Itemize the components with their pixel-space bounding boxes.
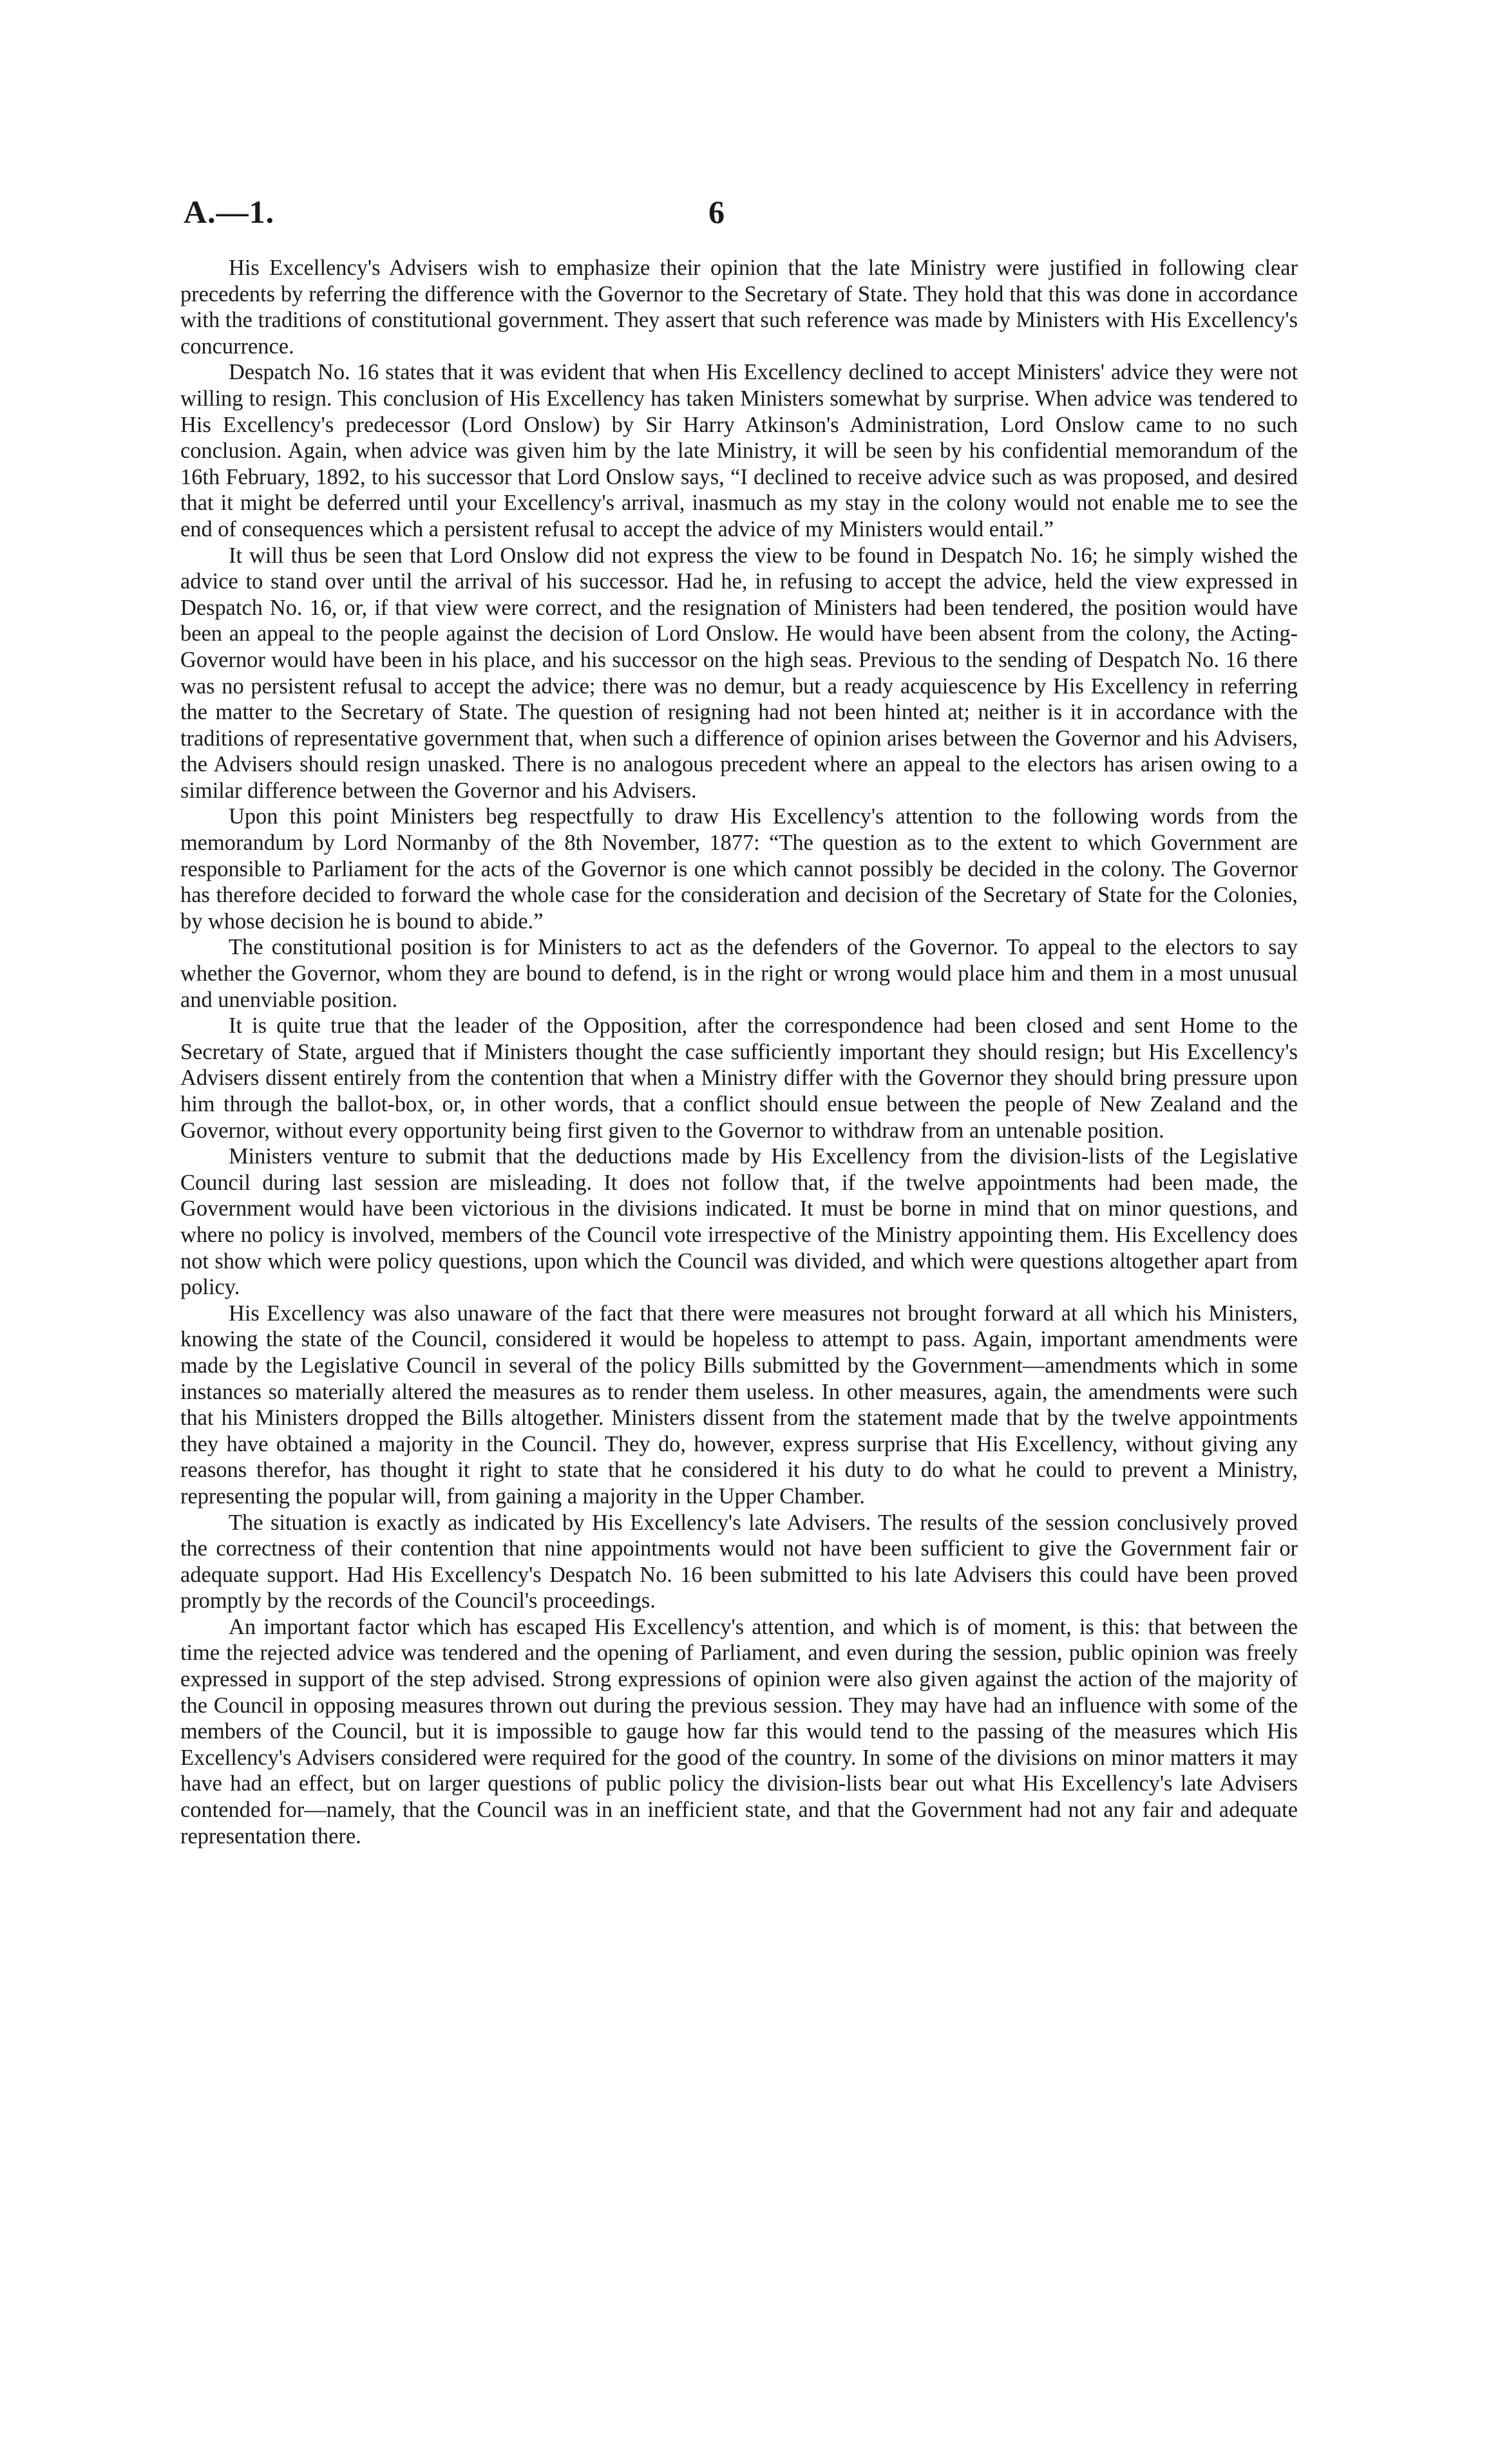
paragraph: The situation is exactly as indicated by His Excellency's late Advisers. The results of the session conclusively proved the correctness of their contention that nine appointments would not have been sufficient to give the Government fair or adequate support. Had His Excellency's Despatch No. 16 been submitted to his late Advisers this could have been proved promptly by the records of the Council's proceedings. bbox=[180, 1510, 1298, 1613]
page-number: 6 bbox=[708, 194, 725, 230]
paragraph: Despatch No. 16 states that it was evident that when His Excellency declined to accept Ministers' advice they were not willing to resign. This conclusion of His Excellency has taken Ministers somewhat by surprise. When advice was tendered to His Excellency's predecessor (Lord Onslow) by Sir Harry Atkinson's Administration, Lord Onslow came to no such conclusion. Again, when advice was given him by the late Ministry, it will be seen by his confidential memorandum of the 16th February, 1892, to his successor that Lord Onslow says, “I declined to receive advice such as was proposed, and desired that it might be deferred until your Excellency's arrival, inasmuch as my stay in the colony would not enable me to see the end of consequences which a persistent refusal to accept the advice of my Ministers would entail.” bbox=[180, 360, 1298, 541]
paragraph: His Excellency was also unaware of the fact that there were measures not brought forward at all which his Ministers, knowing the state of the Council, considered it would be hopeless to attempt to pass. Again, important amendments were made by the Legislative Council in several of the policy Bills submitted by the Government—amendments which in some instances so materially altered the measures as to render them useless. In other measures, again, the amendments were such that his Ministers dropped the Bills altogether. Ministers dissent from the statement made that by the twelve appointments they have obtained a majority in the Council. They do, however, express surprise that His Excellency, without giving any reasons therefor, has thought it right to state that he considered it his duty to do what he could to prevent a Ministry, representing the popular will, from gaining a majority in the Upper Chamber. bbox=[180, 1301, 1298, 1509]
document-reference: A.—1. bbox=[184, 194, 275, 230]
paragraph: It is quite true that the leader of the Opposition, after the correspondence had been closed and sent Home to the Secretary of State, argued that if Ministers thought the case sufficiently important they should resign; but His Excellency's Advisers dissent entirely from the contention that when a Ministry differ with the Governor they should bring pressure upon him through the ballot-box, or, in other words, that a conflict should ensue between the people of New Zealand and the Governor, without every opportunity being first given to the Governor to withdraw from an untenable position. bbox=[180, 1013, 1298, 1143]
paragraph: Ministers venture to submit that the deductions made by His Excellency from the division-lists of the Legislative Council during last session are misleading. It does not follow that, if the twelve appointments had been made, the Government would have been victorious in the divisions indicated. It must be borne in mind that on minor questions, and where no policy is involved, members of the Council vote irrespective of the Ministry appointing them. His Excellency does not show which were policy questions, upon which the Council was divided, and which were questions altogether apart from policy. bbox=[180, 1144, 1298, 1300]
page-header bbox=[184, 193, 1298, 251]
body-text bbox=[180, 255, 1298, 1849]
paragraph: It will thus be seen that Lord Onslow did not express the view to be found in Despatch No. 16; he simply wished the advice to stand over until the arrival of his successor. Had he, in refusing to accept the advice, held the view expressed in Despatch No. 16, or, if that view were correct, and the resignation of Ministers had been tendered, the position would have been an appeal to the people against the decision of Lord Onslow. He would have been absent from the colony, the Acting-Governor would have been in his place, and his successor on the high seas. Previous to the sending of Despatch No. 16 there was no persistent refusal to accept the advice; there was no demur, but a ready acquiescence by His Excellency in referring the matter to the Secretary of State. The question of resigning had not been hinted at; neither is it in accordance with the traditions of representative government that, when such a difference of opinion arises between the Governor and his Advisers, the Advisers should resign unasked. There is no analogous precedent where an appeal to the electors has arisen owing to a similar difference between the Governor and his Advisers. bbox=[180, 543, 1298, 803]
paragraph: The constitutional position is for Ministers to act as the defenders of the Governor. To appeal to the electors to say whether the Governor, whom they are bound to defend, is in the right or wrong would place him and them in a most unusual and unenviable position. bbox=[180, 935, 1298, 1012]
paragraph: His Excellency's Advisers wish to emphasize their opinion that the late Ministry were justified in following clear precedents by referring the difference with the Governor to the Secretary of State. They hold that this was done in accordance with the traditions of constitutional government. They assert that such reference was made by Ministers with His Excellency's concurrence. bbox=[180, 256, 1298, 359]
paragraph: An important factor which has escaped His Excellency's attention, and which is of moment, is this: that between the time the rejected advice was tendered and the opening of Parliament, and even during the session, public opinion was freely expressed in support of the step advised. Strong expressions of opinion were also given against the action of the majority of the Council in opposing measures thrown out during the previous session. They may have had an influence with some of the members of the Council, but it is impossible to gauge how far this would tend to the passing of the measures which His Excellency's Advisers considered were required for the good of the country. In some of the divisions on minor matters it may have had an effect, but on larger questions of public policy the division-lists bear out what His Excellency's late Advisers contended for—namely, that the Council was in an inefficient state, and that the Government had not any fair and adequate representation there. bbox=[180, 1614, 1298, 1848]
paragraph: Upon this point Ministers beg respectfully to draw His Excellency's attention to the following words from the memorandum by Lord Normanby of the 8th November, 1877: “The question as to the extent to which Government are responsible to Parliament for the acts of the Governor is one which cannot possibly be decided in the colony. The Governor has therefore decided to forward the whole case for the consideration and decision of the Secretary of State for the Colonies, by whose decision he is bound to abide.” bbox=[180, 804, 1298, 934]
